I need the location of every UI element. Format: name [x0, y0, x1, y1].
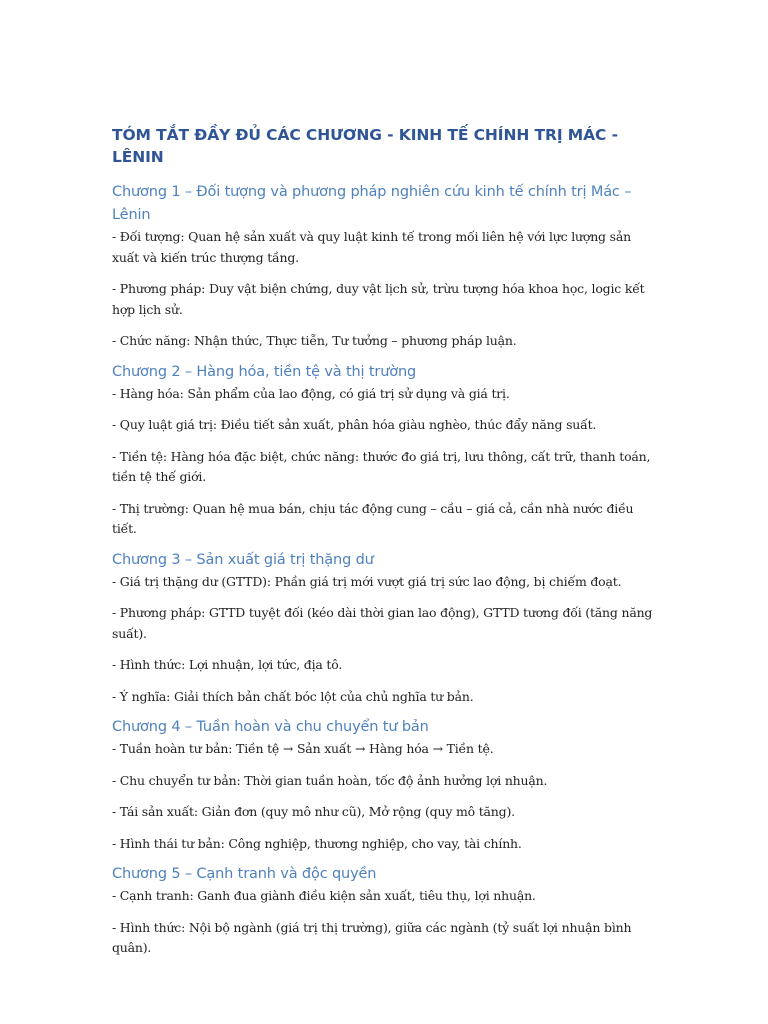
chapter-heading: Chương 2 – Hàng hóa, tiền tệ và thị trường [112, 363, 417, 380]
chapter-item: - Chức năng: Nhận thức, Thực tiễn, Tư tưởng – phương pháp luận. [112, 333, 517, 348]
chapter-item: - Quy luật giá trị: Điều tiết sản xuất, phân hóa giàu nghèo, thúc đẩy năng suất. [112, 417, 597, 432]
chapter-item: - Cạnh tranh: Ganh đua giành điều kiện sản xuất, tiêu thụ, lợi nhuận. [112, 888, 536, 903]
chapter-3 [112, 549, 660, 708]
chapter-4 [112, 716, 660, 854]
chapter-5 [112, 863, 660, 959]
chapter-item: - Thị trường: Quan hệ mua bán, chịu tác động cung – cầu – giá cả, cần nhà nước điều tiết. [112, 500, 634, 536]
chapter-item: - Ý nghĩa: Giải thích bản chất bóc lột của chủ nghĩa tư bản. [112, 688, 474, 704]
chapter-1 [112, 181, 660, 352]
chapter-2 [112, 361, 660, 540]
chapter-item: - Hình thức: Lợi nhuận, lợi tức, địa tô. [112, 657, 343, 672]
chapter-item: - Hàng hóa: Sản phẩm của lao động, có giá trị sử dụng và giá trị. [112, 385, 510, 401]
chapter-item: - Phương pháp: GTTD tuyệt đối (kéo dài thời gian lao động), GTTD tương đối (tăng năng suất). [112, 605, 653, 641]
chapter-heading: Chương 1 – Đối tượng và phương pháp nghiên cứu kinh tế chính trị Mác – Lênin [112, 184, 632, 223]
chapter-item: - Giá trị thặng dư (GTTD): Phần giá trị mới vượt giá trị sức lao động, bị chiếm đoạt. [112, 573, 622, 589]
document-title: TÓM TẮT ĐẦY ĐỦ CÁC CHƯƠNG - KINH TẾ CHÍNH TRỊ MÁC - LÊNIN [112, 126, 618, 166]
chapter-item: - Tuần hoàn tư bản: Tiền tệ → Sản xuất → Hàng hóa → Tiền tệ. [112, 741, 494, 756]
chapter-item: - Đối tượng: Quan hệ sản xuất và quy luật kinh tế trong mối liên hệ với lực lượng sản xuất và kiến trúc thượng tầng. [112, 229, 631, 265]
chapter-item: - Chu chuyển tư bản: Thời gian tuần hoàn, tốc độ ảnh hưởng lợi nhuận. [112, 772, 548, 788]
document-body [112, 124, 660, 968]
chapter-heading: Chương 4 – Tuần hoàn và chu chuyển tư bản [112, 719, 429, 735]
chapter-item: - Hình thức: Nội bộ ngành (giá trị thị trường), giữa các ngành (tỷ suất lợi nhuận bình quân). [112, 919, 632, 955]
chapter-heading: Chương 3 – Sản xuất giá trị thặng dư [112, 551, 374, 568]
chapter-item: - Tái sản xuất: Giản đơn (quy mô như cũ), Mở rộng (quy mô tăng). [112, 804, 515, 819]
chapter-item: - Hình thái tư bản: Công nghiệp, thương nghiệp, cho vay, tài chính. [112, 835, 522, 851]
chapter-item: - Phương pháp: Duy vật biện chứng, duy vật lịch sử, trừu tượng hóa khoa học, logic kết hợp lịch sử. [112, 281, 645, 317]
chapter-item: - Tiền tệ: Hàng hóa đặc biệt, chức năng: thước đo giá trị, lưu thông, cất trữ, thanh toán, tiền tệ thế giới. [112, 448, 651, 484]
chapter-heading: Chương 5 – Cạnh tranh và độc quyền [112, 866, 377, 882]
